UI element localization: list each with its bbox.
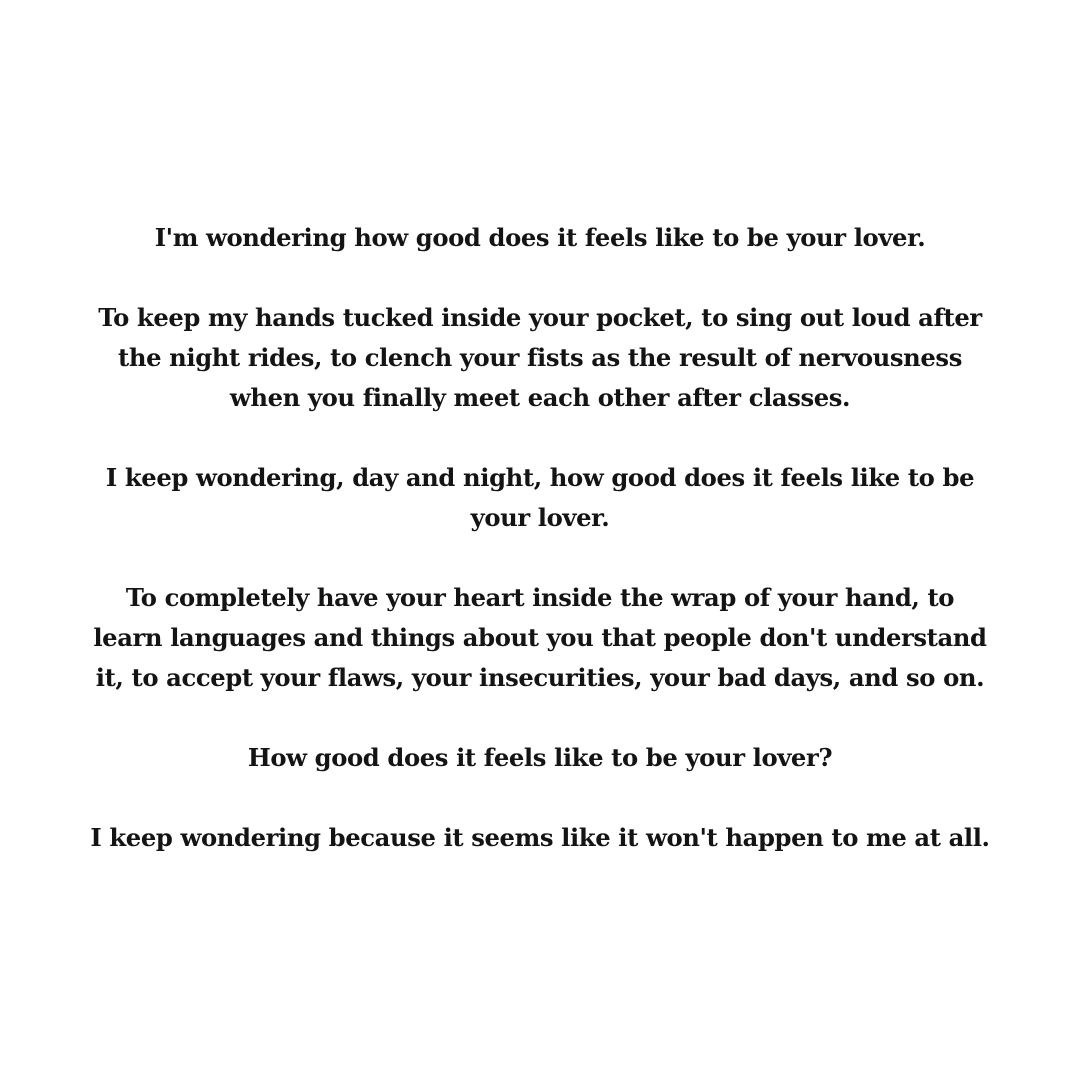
poem-line: I keep wondering, day and night, how good does it feels like to be	[105, 463, 975, 492]
poem-line: when you finally meet each other after classes.	[229, 383, 851, 412]
stanza-6	[0, 818, 1080, 858]
poem-line: To completely have your heart inside the wrap of your hand, to	[125, 583, 955, 612]
poem-text-block	[0, 218, 1080, 858]
poem-line: the night rides, to clench your fists as the result of nervousness	[118, 343, 962, 372]
stanza-5	[0, 738, 1080, 778]
stanza-3	[0, 458, 1080, 538]
stanza-1	[0, 218, 1080, 258]
stanza-2	[0, 298, 1080, 418]
poem-line: your lover.	[470, 503, 610, 532]
poem-line: To keep my hands tucked inside your pocket, to sing out loud after	[98, 303, 982, 332]
poem-line: How good does it feels like to be your lover?	[247, 743, 833, 772]
poem-line: I'm wondering how good does it feels like to be your lover.	[154, 223, 926, 252]
stanza-4	[0, 578, 1080, 698]
poem-line: it, to accept your flaws, your insecurities, your bad days, and so on.	[95, 663, 985, 692]
poem-line: learn languages and things about you that people don't understand	[93, 623, 987, 652]
poem-line: I keep wondering because it seems like it won't happen to me at all.	[90, 823, 990, 852]
